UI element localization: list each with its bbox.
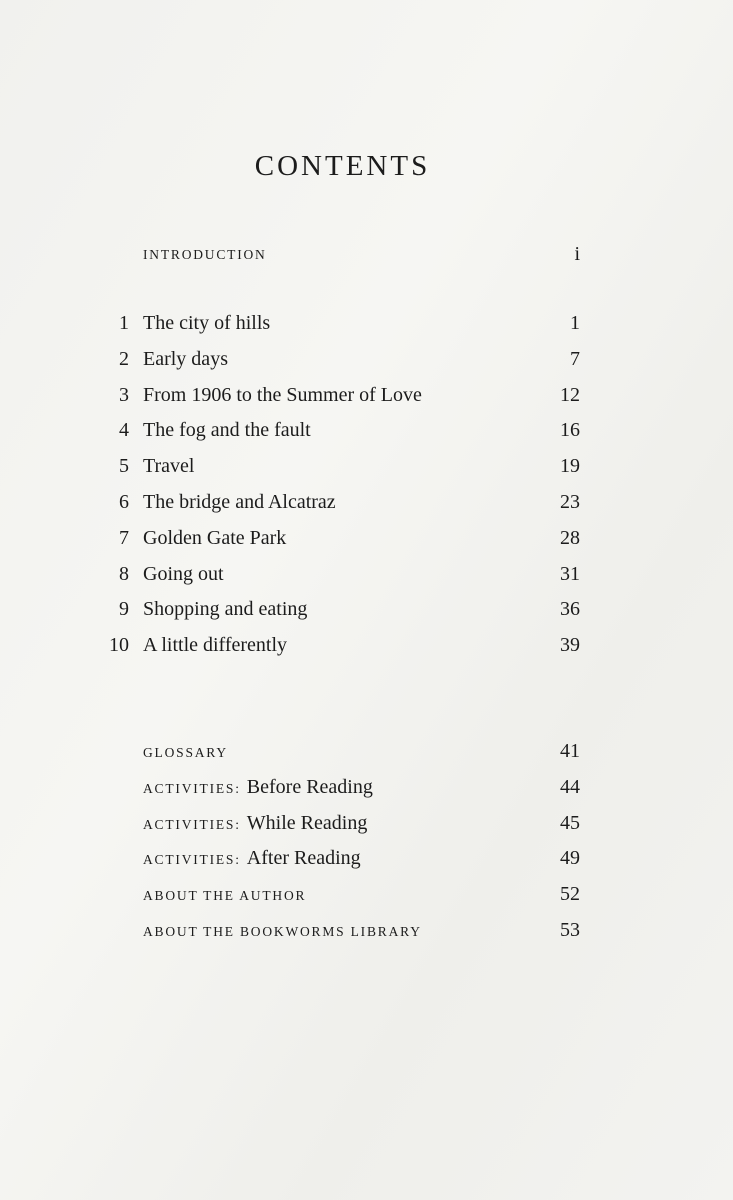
chapter-title: Shopping and eating [143,598,308,621]
entry-prefix: GLOSSARY [143,745,228,760]
entry-page: 7 [570,347,580,370]
toc-entry-back-matter [0,740,733,770]
entry-page: 52 [560,883,580,906]
entry-page: 12 [560,383,580,406]
entry-title: After Reading [246,847,361,870]
entry-page: 41 [560,740,580,762]
toc-entry-chapter [0,419,733,449]
entry-title: INTRODUCTION [143,247,267,262]
entry-page: 53 [560,919,580,941]
chapter-title: Golden Gate Park [143,526,287,549]
chapter-title: The city of hills [143,312,271,334]
entry-page: i [574,243,580,265]
toc-entry-chapter [0,527,733,557]
chapter-title: Going out [143,562,224,585]
chapter-title: The bridge and Alcatraz [143,491,336,513]
entry-page: 36 [560,598,580,621]
chapter-title: From 1906 to the Summer of Love [143,383,422,406]
chapter-number: 3 [119,383,129,406]
chapter-number: 7 [119,526,129,549]
entry-title: Before Reading [246,775,373,798]
toc-entry-back-matter [0,883,733,913]
toc-entry-chapter [0,384,733,414]
toc-entry-chapter [0,634,733,664]
entry-prefix: ACTIVITIES: [143,780,241,796]
toc-entry-chapter [0,598,733,628]
toc-entry-chapter [0,455,733,485]
chapter-number: 9 [119,598,129,621]
chapter-number: 10 [109,634,129,657]
toc-entry-chapter [0,348,733,378]
entry-page: 28 [560,526,580,549]
chapter-title: Travel [143,455,195,478]
entry-prefix: ACTIVITIES: [143,852,241,868]
entry-page: 19 [560,455,580,478]
chapter-number: 5 [119,455,129,478]
entry-prefix: ACTIVITIES: [143,816,241,832]
toc-entry-chapter [0,312,733,342]
toc-entry-back-matter [0,919,733,949]
chapter-title: Early days [143,347,228,370]
chapter-number: 6 [119,491,129,513]
chapter-title: The fog and the fault [143,419,311,442]
page-title: CONTENTS [254,150,431,182]
toc-entry-chapter [0,491,733,521]
entry-page: 16 [560,419,580,442]
entry-page: 45 [560,811,580,834]
entry-page: 39 [560,634,580,657]
toc-entry-chapter [0,563,733,593]
toc-entry-back-matter [0,847,733,877]
chapter-number: 4 [119,419,129,442]
entry-title: While Reading [246,811,368,834]
entry-page: 31 [560,562,580,585]
entry-page: 1 [570,312,580,334]
toc-entry-back-matter [0,812,733,842]
chapter-number: 2 [119,347,129,370]
entry-page: 23 [560,491,580,513]
entry-page: 49 [560,847,580,870]
toc-entry-back-matter [0,776,733,806]
chapter-number: 8 [119,562,129,585]
entry-prefix: ABOUT THE BOOKWORMS LIBRARY [143,924,422,939]
entry-page: 44 [560,775,580,798]
toc-entry-introduction [0,243,733,273]
entry-prefix: ABOUT THE AUTHOR [143,888,307,904]
chapter-title: A little differently [143,634,288,657]
chapter-number: 1 [119,312,129,334]
